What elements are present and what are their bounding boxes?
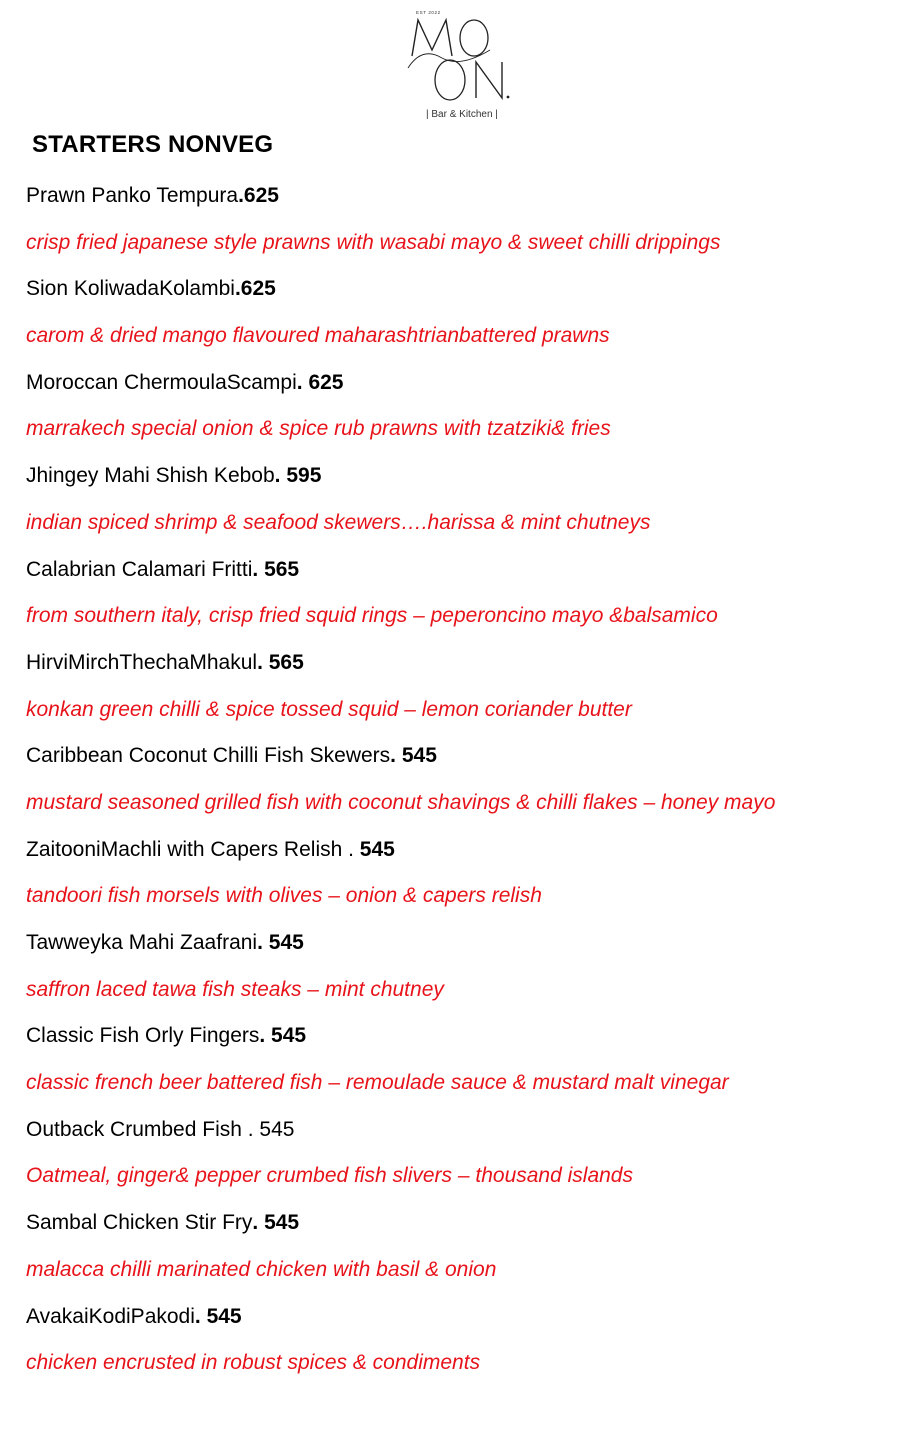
- menu-item-description: konkan green chilli & spice tossed squid – lemon coriander butter: [26, 697, 632, 721]
- menu-item-description: carom & dried mango flavoured maharashtrianbattered prawns: [26, 324, 610, 348]
- menu-item: [26, 547, 886, 640]
- menu-item: [26, 640, 886, 733]
- menu-list: [26, 173, 886, 1387]
- menu-item-price: . 545: [257, 931, 304, 954]
- menu-item-name: Classic Fish Orly Fingers: [26, 1024, 260, 1048]
- menu-item: [26, 827, 886, 920]
- menu-item-description: tandoori fish morsels with olives – onion & capers relish: [26, 884, 542, 908]
- menu-item-line: [26, 547, 886, 594]
- menu-item-name: HirviMirchThechaMhakul: [26, 650, 258, 674]
- menu-item-description: classic french beer battered fish – remoulade sauce & mustard malt vinegar: [26, 1071, 729, 1095]
- menu-item-name: Sambal Chicken Stir Fry: [26, 1211, 253, 1235]
- menu-item-name: Sion KoliwadaKolambi: [26, 277, 235, 301]
- section-title: STARTERS NONVEG: [32, 131, 274, 158]
- menu-item-price: . 545: [252, 1211, 300, 1235]
- menu-item-name: Jhingey Mahi Shish Kebob: [26, 464, 275, 488]
- menu-item-price: . 625: [296, 370, 344, 394]
- moon-logo-mark: [402, 6, 524, 124]
- menu-item: [26, 920, 886, 1013]
- menu-item: [26, 1294, 886, 1387]
- menu-item-name: Caribbean Coconut Chilli Fish Skewers: [26, 744, 391, 768]
- brand-logo: [402, 6, 524, 124]
- menu-item-name: Tawweyka Mahi Zaafrani: [26, 931, 258, 954]
- menu-item-price: .625: [234, 277, 276, 301]
- menu-item-price: . 545: [390, 744, 437, 768]
- menu-item-line: [26, 1200, 886, 1247]
- menu-item-description: malacca chilli marinated chicken with basil & onion: [26, 1257, 497, 1281]
- menu-item: [26, 173, 886, 266]
- menu-item-name: Moroccan ChermoulaScampi: [26, 370, 297, 394]
- menu-item: [26, 360, 886, 453]
- menu-item-description: mustard seasoned grilled fish with coconut shavings & chilli flakes – honey mayo: [26, 790, 776, 814]
- menu-item-description: indian spiced shrimp & seafood skewers….harissa & mint chutneys: [26, 510, 651, 534]
- menu-item-price: 545: [359, 837, 395, 861]
- menu-item-price: . 545: [259, 1024, 307, 1048]
- menu-item-line: [26, 640, 886, 687]
- menu-item-description: saffron laced tawa fish steaks – mint chutney: [26, 977, 444, 1001]
- menu-item: [26, 1200, 886, 1293]
- menu-item-name: ZaitooniMachli with Capers Relish .: [26, 837, 360, 861]
- menu-item-line: [26, 360, 886, 407]
- menu-item-line: [26, 173, 886, 220]
- logo-tagline: | Bar & Kitchen |: [426, 109, 498, 120]
- menu-item-line: [26, 1294, 886, 1341]
- logo-est-text: EST 2022: [416, 10, 441, 15]
- menu-item-price: .625: [238, 184, 279, 207]
- menu-item-description: Oatmeal, ginger& pepper crumbed fish slivers – thousand islands: [26, 1164, 633, 1188]
- menu-item-price: . 545: [247, 1117, 295, 1141]
- menu-item-line: [26, 1107, 886, 1154]
- menu-item-name: Outback Crumbed Fish: [26, 1117, 248, 1141]
- menu-item: [26, 453, 886, 546]
- menu-item-name: AvakaiKodiPakodi: [26, 1304, 195, 1328]
- menu-item: [26, 266, 886, 359]
- menu-item-price: . 565: [252, 557, 300, 581]
- menu-item-line: [26, 920, 886, 967]
- menu-item-price: . 545: [194, 1304, 242, 1328]
- menu-item-line: [26, 1013, 886, 1060]
- menu-item-price: . 565: [257, 650, 304, 674]
- menu-item-line: [26, 453, 886, 500]
- menu-item-line: [26, 266, 886, 313]
- menu-item-price: . 595: [274, 464, 322, 488]
- menu-item: [26, 733, 886, 826]
- menu-item-name: Prawn Panko Tempura: [26, 184, 239, 207]
- menu-item-description: crisp fried japanese style prawns with wasabi mayo & sweet chilli drippings: [26, 230, 721, 254]
- menu-item-line: [26, 733, 886, 780]
- menu-item: [26, 1013, 886, 1106]
- menu-item-description: marrakech special onion & spice rub prawns with tzatziki& fries: [26, 417, 611, 441]
- menu-item-description: from southern italy, crisp fried squid rings – peperoncino mayo &balsamico: [26, 604, 718, 628]
- menu-item-name: Calabrian Calamari Fritti: [26, 557, 253, 581]
- menu-item-line: [26, 827, 886, 874]
- menu-item-description: chicken encrusted in robust spices & condiments: [26, 1351, 481, 1375]
- menu-item: [26, 1107, 886, 1200]
